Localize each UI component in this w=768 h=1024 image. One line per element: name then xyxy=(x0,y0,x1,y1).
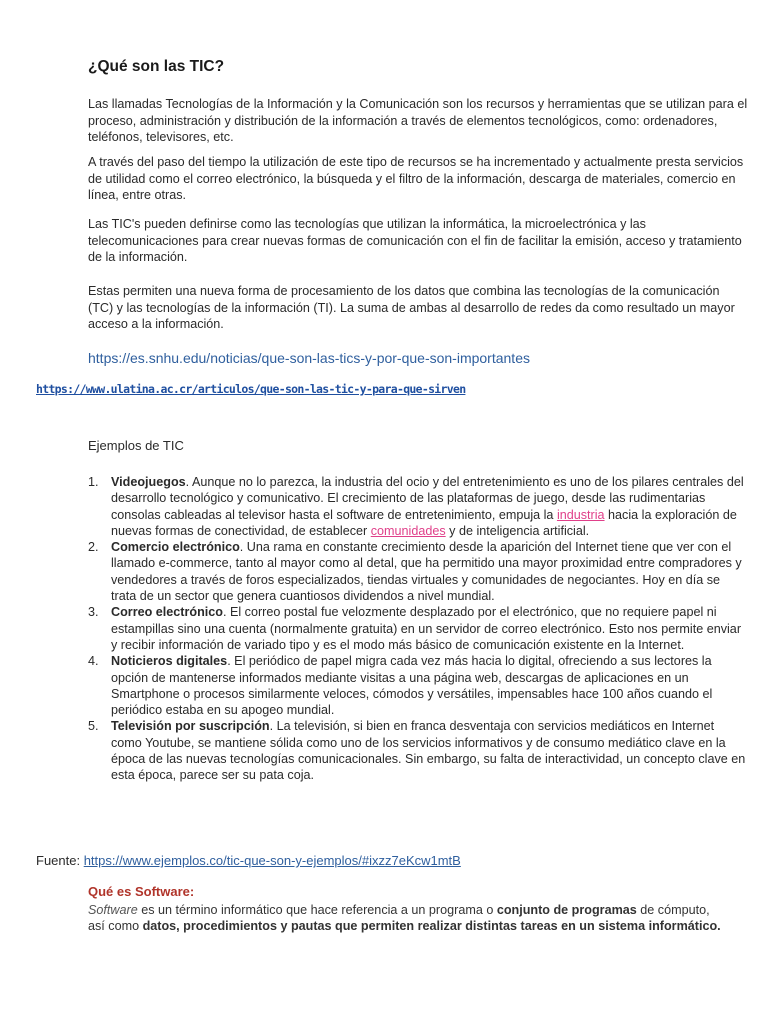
software-definition xyxy=(88,903,728,934)
list-number: 4. xyxy=(88,654,99,669)
list-item xyxy=(88,718,748,783)
source-line xyxy=(36,853,461,868)
example-term: Televisión por suscripción xyxy=(111,719,270,734)
page-title: ¿Qué son las TIC? xyxy=(88,58,225,75)
example-text: . La televisión, si bien en franca desventaja con servicios mediáticos en Internet como Youtube, se mantiene sólida como uno de los servicios informativos y de consumo mediático clave en la época de las nuevas tecnologías comunicacionales. Sin embargo, su falta de interactividad, un concepto clave en esta época, parece ser su pata coja. xyxy=(111,719,746,783)
examples-heading: Ejemplos de TIC xyxy=(88,438,184,453)
example-text: y de inteligencia artificial. xyxy=(445,523,590,538)
example-term: Videojuegos xyxy=(111,475,186,489)
software-text: de cómputo, así como xyxy=(88,903,710,933)
software-heading: Qué es Software: xyxy=(88,884,195,899)
examples-list xyxy=(88,474,748,784)
comunidades-link[interactable]: comunidades xyxy=(370,523,446,538)
list-item xyxy=(88,604,748,653)
software-bold: conjunto de programas xyxy=(496,903,637,917)
software-text: es un término informático que hace referencia a un programa o xyxy=(137,903,497,917)
source-link[interactable]: https://www.ejemplos.co/tic-que-son-y-ejemplos/#ixzz7eKcw1mtB xyxy=(83,853,461,868)
paragraph-tics-definition: Las TIC's pueden definirse como las tecnologías que utilizan la informática, la microelectrónica y las telecomunicaciones para crear nuevas formas de comunicación con el fin de facilitar la emisión, acceso y tratamiento de la información. xyxy=(88,217,742,264)
list-number: 5. xyxy=(88,719,99,734)
industria-link[interactable]: industria xyxy=(556,507,605,522)
list-item xyxy=(88,539,748,604)
example-text: . Aunque no lo parezca, la industria del ocio y del entretenimiento es uno de los pilares centrales del desarrollo tecnológico y comunicativo. El crecimiento de las plataformas de juego, desde las rudimentarias consolas cableadas al televisor hasta el software de entretenimiento, empuja la xyxy=(111,475,744,522)
paragraph-evolution: A través del paso del tiempo la utilización de este tipo de recursos se ha incrementado y actualmente presta servicios de utilidad como el correo electrónico, la búsqueda y el filtro de la información, descarga de materiales, comercio en línea, entre otras. xyxy=(88,155,744,202)
software-bold: datos, procedimientos y pautas que permiten realizar distintas tareas en un sistema informático. xyxy=(142,918,721,933)
list-number: 2. xyxy=(88,540,99,555)
list-item xyxy=(88,474,748,539)
list-number: 1. xyxy=(88,475,99,489)
example-text: . Una rama en constante crecimiento desde la aparición del Internet tiene que ver con el llamado e-commerce, tanto al mayor como al detal, que ha permitido una mayor proximidad entre compradores y vendedores a través de foros especializados, tiendas virtuales y comunidades de negociantes. Hoy en día se trata de un sector que genera cuantiosos dividendos a nivel mundial. xyxy=(111,540,742,604)
example-text: . El correo postal fue velozmente desplazado por el electrónico, que no requiere papel ni estampillas sino una cuenta (normalmente gratuita) en un servidor de correo electrónico. Esto nos permite enviar y recibir información de variado tipo y es el modo más básico de comunicación existente en la Internet. xyxy=(111,605,742,652)
example-term: Correo electrónico xyxy=(111,605,223,620)
snhu-link[interactable]: https://es.snhu.edu/noticias/que-son-las-tics-y-por-que-son-importantes xyxy=(88,350,530,366)
list-number: 3. xyxy=(88,605,99,620)
example-term: Noticieros digitales xyxy=(111,654,228,669)
ulatina-link[interactable]: https://www.ulatina.ac.cr/articulos/que-son-las-tic-y-para-que-sirven xyxy=(36,382,466,396)
example-text: hacia la exploración de nuevas formas de conectividad, de establecer xyxy=(111,507,737,538)
software-term: Software xyxy=(88,903,138,917)
paragraph-processing: Estas permiten una nueva forma de procesamiento de los datos que combina las tecnologías de la comunicación (TC) y las tecnologías de la información (TI). La suma de ambas al desarrollo de redes da como resultado un mayor acceso a la información. xyxy=(88,284,735,331)
paragraph-definition: Las llamadas Tecnologías de la Información y la Comunicación son los recursos y herramientas que se utilizan para el proceso, administración y distribución de la información a través de elementos tecnológicos, como: ordenadores, teléfonos, televisores, etc. xyxy=(88,97,748,144)
list-item xyxy=(88,653,748,718)
example-text: . El periódico de papel migra cada vez más hacia lo digital, ofreciendo a sus lectores la opción de mantenerse informados mediante visitas a una página web, descargas de aplicaciones en un Smartphone o procesos similarmente veloces, cómodos y versátiles, impensables hace 100 años cuando el periódico estaba en su apogeo mundial. xyxy=(111,654,713,718)
source-label: Fuente: xyxy=(36,853,84,868)
example-term: Comercio electrónico xyxy=(111,540,240,555)
